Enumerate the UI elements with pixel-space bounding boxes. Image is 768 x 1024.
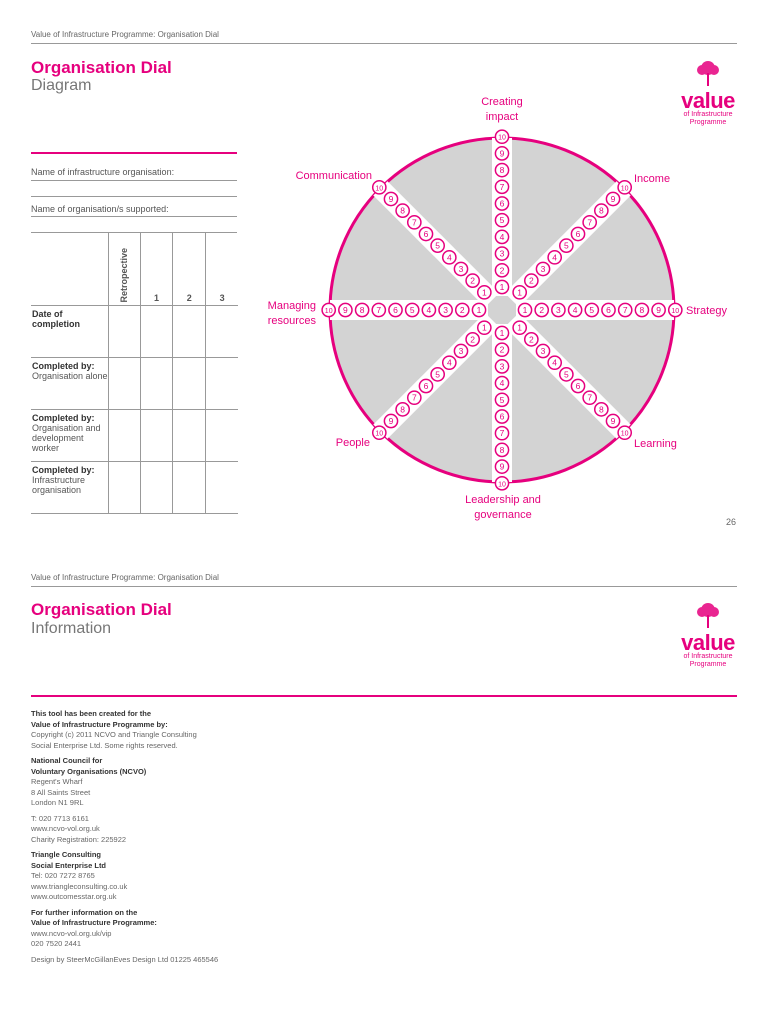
- svg-text:8: 8: [639, 305, 645, 315]
- dial-point-n-4[interactable]: [495, 230, 508, 243]
- dial-point-w-10[interactable]: [322, 303, 335, 316]
- dial-point-w-3[interactable]: [439, 303, 452, 316]
- field-line: [31, 196, 237, 197]
- row-sublabel: Organisation and development worker: [32, 422, 101, 453]
- dial-label-n: Creating impact: [481, 96, 523, 123]
- table-row: [31, 357, 238, 409]
- field-label-supported-org: Name of organisation/s supported:: [31, 204, 169, 214]
- svg-text:5: 5: [435, 240, 441, 251]
- svg-text:1: 1: [481, 287, 487, 298]
- dial-point-sw-3[interactable]: [454, 344, 467, 357]
- info-design-credit: Design by SteerMcGillanEves Design Ltd 01225 465546: [31, 954, 219, 964]
- dial-point-ne-9[interactable]: [606, 192, 619, 205]
- svg-text:6: 6: [575, 381, 581, 392]
- svg-text:3: 3: [458, 346, 464, 357]
- svg-text:4: 4: [446, 252, 452, 263]
- dial-point-s-3[interactable]: [495, 360, 508, 373]
- svg-text:7: 7: [587, 392, 593, 403]
- dial-point-e-1[interactable]: [518, 303, 531, 316]
- svg-text:10: 10: [498, 134, 506, 142]
- svg-text:7: 7: [411, 392, 417, 403]
- dial-point-nw-4[interactable]: [443, 251, 456, 264]
- dial-point-w-1[interactable]: [472, 303, 485, 316]
- field-label-infrastructure-org: Name of infrastructure organisation:: [31, 167, 175, 177]
- dial-label-e: Strategy: [686, 305, 727, 317]
- tree-icon: [693, 602, 723, 628]
- dial-point-ne-4[interactable]: [548, 251, 561, 264]
- dial-point-e-3[interactable]: [552, 303, 565, 316]
- svg-text:3: 3: [499, 248, 505, 259]
- table-cell[interactable]: [140, 357, 173, 409]
- table-cell[interactable]: [108, 357, 140, 409]
- ncvo-link[interactable]: www.ncvo-vol.org.uk: [31, 824, 100, 833]
- svg-text:7: 7: [499, 428, 505, 439]
- dial-point-nw-2[interactable]: [466, 274, 479, 287]
- svg-text:4: 4: [552, 357, 558, 368]
- dial-point-s-6[interactable]: [495, 410, 508, 423]
- svg-text:2: 2: [539, 305, 545, 315]
- dial-point-se-6[interactable]: [571, 379, 584, 392]
- svg-text:7: 7: [622, 305, 628, 315]
- dial-point-w-9[interactable]: [339, 303, 352, 316]
- dial-point-se-10[interactable]: [618, 426, 631, 439]
- dial-point-n-1[interactable]: [495, 280, 508, 293]
- table-cell[interactable]: [206, 409, 238, 461]
- table-row: [31, 461, 238, 513]
- logo-line-2: Programme: [689, 661, 727, 668]
- svg-text:10: 10: [498, 481, 506, 489]
- svg-text:9: 9: [343, 305, 348, 315]
- dial-point-se-8[interactable]: [595, 403, 608, 416]
- dial-point-se-7[interactable]: [583, 391, 596, 404]
- completion-table: [31, 233, 238, 514]
- row-label: Completed by:: [32, 360, 95, 371]
- field-line: [31, 180, 237, 181]
- svg-text:5: 5: [563, 240, 569, 251]
- svg-text:10: 10: [375, 185, 384, 193]
- dial-point-nw-8[interactable]: [396, 204, 409, 217]
- svg-text:10: 10: [324, 308, 333, 315]
- table-cell[interactable]: [173, 305, 206, 357]
- table-cell[interactable]: [140, 409, 173, 461]
- table-cell[interactable]: [206, 461, 238, 513]
- svg-text:5: 5: [499, 215, 505, 226]
- svg-text:8: 8: [359, 305, 365, 315]
- page-subtitle: Diagram: [31, 77, 92, 94]
- dial-point-se-5[interactable]: [560, 368, 573, 381]
- column-header: 2: [173, 233, 206, 305]
- dial-point-sw-1[interactable]: [478, 321, 491, 334]
- svg-text:9: 9: [610, 193, 616, 204]
- svg-text:1: 1: [499, 328, 505, 338]
- dial-point-w-7[interactable]: [372, 303, 385, 316]
- svg-text:5: 5: [435, 369, 441, 380]
- table-cell[interactable]: [140, 305, 173, 357]
- dial-point-e-10[interactable]: [669, 303, 682, 316]
- svg-text:9: 9: [388, 416, 394, 427]
- svg-text:7: 7: [376, 305, 382, 315]
- dial-point-s-5[interactable]: [495, 393, 508, 406]
- logo-word: value: [681, 630, 735, 655]
- svg-text:6: 6: [393, 305, 398, 315]
- svg-text:5: 5: [563, 369, 569, 380]
- svg-text:1: 1: [522, 305, 528, 315]
- svg-text:3: 3: [499, 361, 505, 372]
- dial-point-s-8[interactable]: [495, 443, 508, 456]
- svg-text:1: 1: [517, 322, 523, 333]
- dial-point-e-7[interactable]: [619, 303, 632, 316]
- info-ncvo: National Council for Voluntary Organisations (NCVO) Regent's Wharf 8 All Saints Street London N1 9RL: [31, 756, 147, 807]
- field-line: [31, 216, 237, 217]
- svg-text:4: 4: [572, 305, 578, 315]
- dial-point-n-5[interactable]: [495, 214, 508, 227]
- svg-text:8: 8: [400, 404, 406, 415]
- dial-point-se-3[interactable]: [536, 344, 549, 357]
- vip-link[interactable]: www.ncvo-vol.org.uk/vip: [31, 928, 112, 938]
- column-header: 1: [140, 233, 173, 305]
- logo-word: value: [681, 88, 735, 113]
- svg-text:9: 9: [388, 193, 394, 204]
- column-header: 3: [206, 233, 238, 305]
- svg-text:10: 10: [671, 308, 680, 315]
- dial-point-ne-8[interactable]: [595, 204, 608, 217]
- dial-point-n-9[interactable]: [495, 147, 508, 160]
- svg-text:4: 4: [426, 305, 432, 315]
- svg-text:3: 3: [443, 305, 448, 315]
- svg-text:1: 1: [476, 305, 482, 315]
- dial-point-s-4[interactable]: [495, 377, 508, 390]
- dial-point-nw-7[interactable]: [408, 216, 421, 229]
- svg-text:6: 6: [606, 305, 611, 315]
- svg-text:7: 7: [499, 181, 505, 192]
- dial-point-sw-6[interactable]: [419, 379, 432, 392]
- dial-point-s-1[interactable]: [495, 326, 508, 339]
- table-row: [31, 409, 238, 461]
- dial-point-nw-5[interactable]: [431, 239, 444, 252]
- table-cell[interactable]: [108, 461, 140, 513]
- dial-point-ne-6[interactable]: [571, 227, 584, 240]
- page-subtitle: Information: [31, 620, 112, 637]
- dial-point-e-2[interactable]: [535, 303, 548, 316]
- svg-text:3: 3: [458, 263, 464, 274]
- dial-label-w: Managing resources: [267, 300, 316, 327]
- dial-point-sw-7[interactable]: [408, 391, 421, 404]
- dial-point-n-2[interactable]: [495, 264, 508, 277]
- svg-text:9: 9: [499, 461, 505, 472]
- running-header: Value of Infrastructure Programme: Organisation Dial: [31, 573, 219, 582]
- dial-point-nw-1[interactable]: [478, 286, 491, 299]
- svg-text:10: 10: [375, 430, 384, 438]
- dial-point-se-1[interactable]: [513, 321, 526, 334]
- svg-text:7: 7: [411, 217, 417, 228]
- svg-text:1: 1: [481, 322, 487, 333]
- dial-point-s-10[interactable]: [495, 477, 508, 490]
- value-logo: [672, 602, 744, 669]
- form-top-rule: [31, 152, 237, 154]
- dial-point-e-5[interactable]: [585, 303, 598, 316]
- svg-text:2: 2: [470, 334, 476, 345]
- dial-label-ne: Income: [634, 173, 671, 185]
- logo-line-1: of Infrastructure: [683, 111, 733, 118]
- row-label: Completed by:: [32, 412, 95, 423]
- svg-text:8: 8: [400, 205, 406, 216]
- info-block: [31, 709, 331, 970]
- info-ncvo-contact: T: 020 7713 6161 www.ncvo-vol.org.uk Charity Registration: 225922: [31, 813, 127, 844]
- dial-point-nw-9[interactable]: [384, 192, 397, 205]
- table-cell[interactable]: [108, 409, 140, 461]
- dial-point-n-3[interactable]: [495, 247, 508, 260]
- row-label: Date of completion: [32, 308, 81, 329]
- dial-point-ne-7[interactable]: [583, 216, 596, 229]
- page-title: Organisation Dial: [31, 600, 172, 619]
- organisation-dial: [250, 90, 750, 530]
- info-further: For further information on the Value of Infrastructure Programme: www.ncvo-vol.org.uk/vip 020 7520 2441: [31, 907, 157, 948]
- header-rule: [31, 586, 737, 587]
- svg-text:8: 8: [598, 205, 604, 216]
- dial-point-e-8[interactable]: [635, 303, 648, 316]
- svg-text:3: 3: [540, 263, 546, 274]
- svg-text:2: 2: [499, 344, 505, 355]
- svg-text:1: 1: [499, 282, 505, 292]
- svg-text:10: 10: [620, 430, 629, 438]
- svg-text:9: 9: [656, 305, 661, 315]
- dial-point-s-7[interactable]: [495, 427, 508, 440]
- svg-text:3: 3: [540, 346, 546, 357]
- dial-point-ne-5[interactable]: [560, 239, 573, 252]
- dial-point-sw-9[interactable]: [384, 414, 397, 427]
- dial-point-sw-2[interactable]: [466, 333, 479, 346]
- dial-point-se-9[interactable]: [606, 414, 619, 427]
- svg-text:6: 6: [499, 411, 505, 422]
- svg-text:5: 5: [409, 305, 415, 315]
- info-top-rule: [31, 695, 737, 697]
- dial-point-sw-10[interactable]: [373, 426, 386, 439]
- svg-text:6: 6: [575, 228, 581, 239]
- svg-text:2: 2: [499, 265, 505, 276]
- dial-point-n-8[interactable]: [495, 164, 508, 177]
- logo-line-2: Programme: [689, 119, 727, 126]
- dial-point-ne-2[interactable]: [525, 274, 538, 287]
- dial-point-ne-3[interactable]: [536, 262, 549, 275]
- tree-icon: [693, 60, 723, 86]
- info-intro: This tool has been created for the Value of Infrastructure Programme by: Copyright (c) 2011 NCVO and Triangle Consulting Social Enterprise Ltd. Some rights reserved.: [31, 709, 197, 750]
- header-rule: [31, 43, 737, 44]
- dial-point-nw-10[interactable]: [373, 181, 386, 194]
- table-cell[interactable]: [173, 357, 206, 409]
- triangle-link[interactable]: www.triangleconsulting.co.uk: [31, 881, 128, 891]
- table-cell[interactable]: [173, 409, 206, 461]
- svg-text:1: 1: [517, 287, 523, 298]
- dial-point-sw-8[interactable]: [396, 403, 409, 416]
- svg-text:4: 4: [499, 231, 505, 242]
- dial-point-sw-4[interactable]: [443, 356, 456, 369]
- table-row: [31, 305, 238, 357]
- dial-point-w-8[interactable]: [356, 303, 369, 316]
- dial-point-w-4[interactable]: [422, 303, 435, 316]
- dial-point-ne-1[interactable]: [513, 286, 526, 299]
- svg-text:2: 2: [528, 334, 534, 345]
- svg-text:2: 2: [528, 275, 534, 286]
- page-number: 26: [726, 517, 737, 527]
- svg-text:5: 5: [499, 394, 505, 405]
- dial-point-w-5[interactable]: [406, 303, 419, 316]
- dial-point-w-2[interactable]: [456, 303, 469, 316]
- page-title: Organisation Dial: [31, 58, 172, 77]
- svg-text:6: 6: [499, 198, 505, 209]
- table-cell[interactable]: [206, 357, 238, 409]
- dial-point-sw-5[interactable]: [431, 368, 444, 381]
- svg-text:2: 2: [459, 305, 465, 315]
- svg-text:9: 9: [499, 148, 505, 159]
- row-sublabel: Infrastructure organisation: [32, 474, 86, 495]
- logo-line-1: of Infrastructure: [683, 653, 733, 660]
- dial-point-se-4[interactable]: [548, 356, 561, 369]
- table-cell[interactable]: [173, 461, 206, 513]
- svg-text:4: 4: [499, 378, 505, 389]
- row-label: Completed by:: [32, 464, 95, 475]
- svg-text:4: 4: [446, 357, 452, 368]
- dial-label-sw: People: [335, 437, 370, 449]
- dial-point-e-9[interactable]: [652, 303, 665, 316]
- table-cell[interactable]: [108, 305, 140, 357]
- dial-point-ne-10[interactable]: [618, 181, 631, 194]
- dial-point-e-4[interactable]: [569, 303, 582, 316]
- dial-point-s-9[interactable]: [495, 460, 508, 473]
- dial-label-nw: Communication: [295, 170, 372, 182]
- outcomes-star-link[interactable]: www.outcomesstar.org.uk: [31, 892, 117, 901]
- dial-point-s-2[interactable]: [495, 343, 508, 356]
- svg-text:3: 3: [556, 305, 561, 315]
- svg-text:5: 5: [589, 305, 595, 315]
- svg-text:8: 8: [499, 165, 505, 176]
- dial-point-nw-3[interactable]: [454, 262, 467, 275]
- svg-text:2: 2: [470, 275, 476, 286]
- svg-text:4: 4: [552, 252, 558, 263]
- svg-text:7: 7: [587, 217, 593, 228]
- table-corner: [31, 233, 108, 305]
- dial-point-n-10[interactable]: [495, 130, 508, 143]
- running-header: Value of Infrastructure Programme: Organisation Dial: [31, 30, 219, 39]
- column-header: Retropective: [108, 233, 140, 305]
- dial-label-se: Learning: [634, 438, 677, 450]
- info-triangle: Triangle Consulting Social Enterprise Ltd Tel: 020 7272 8765 www.triangleconsulting.co.uk www.outcomesstar.org.uk: [31, 850, 128, 901]
- dial-label-s: Leadership and governance: [465, 494, 541, 521]
- table-cell[interactable]: [206, 305, 238, 357]
- dial-point-e-6[interactable]: [602, 303, 615, 316]
- svg-text:6: 6: [423, 381, 429, 392]
- row-sublabel: Organisation alone: [32, 370, 108, 381]
- svg-text:8: 8: [499, 444, 505, 455]
- svg-text:6: 6: [423, 228, 429, 239]
- table-cell[interactable]: [140, 461, 173, 513]
- dial-point-nw-6[interactable]: [419, 227, 432, 240]
- dial-point-se-2[interactable]: [525, 333, 538, 346]
- svg-text:8: 8: [598, 404, 604, 415]
- dial-point-w-6[interactable]: [389, 303, 402, 316]
- dial-point-n-6[interactable]: [495, 197, 508, 210]
- svg-text:10: 10: [620, 185, 629, 193]
- svg-text:9: 9: [610, 416, 616, 427]
- dial-point-n-7[interactable]: [495, 180, 508, 193]
